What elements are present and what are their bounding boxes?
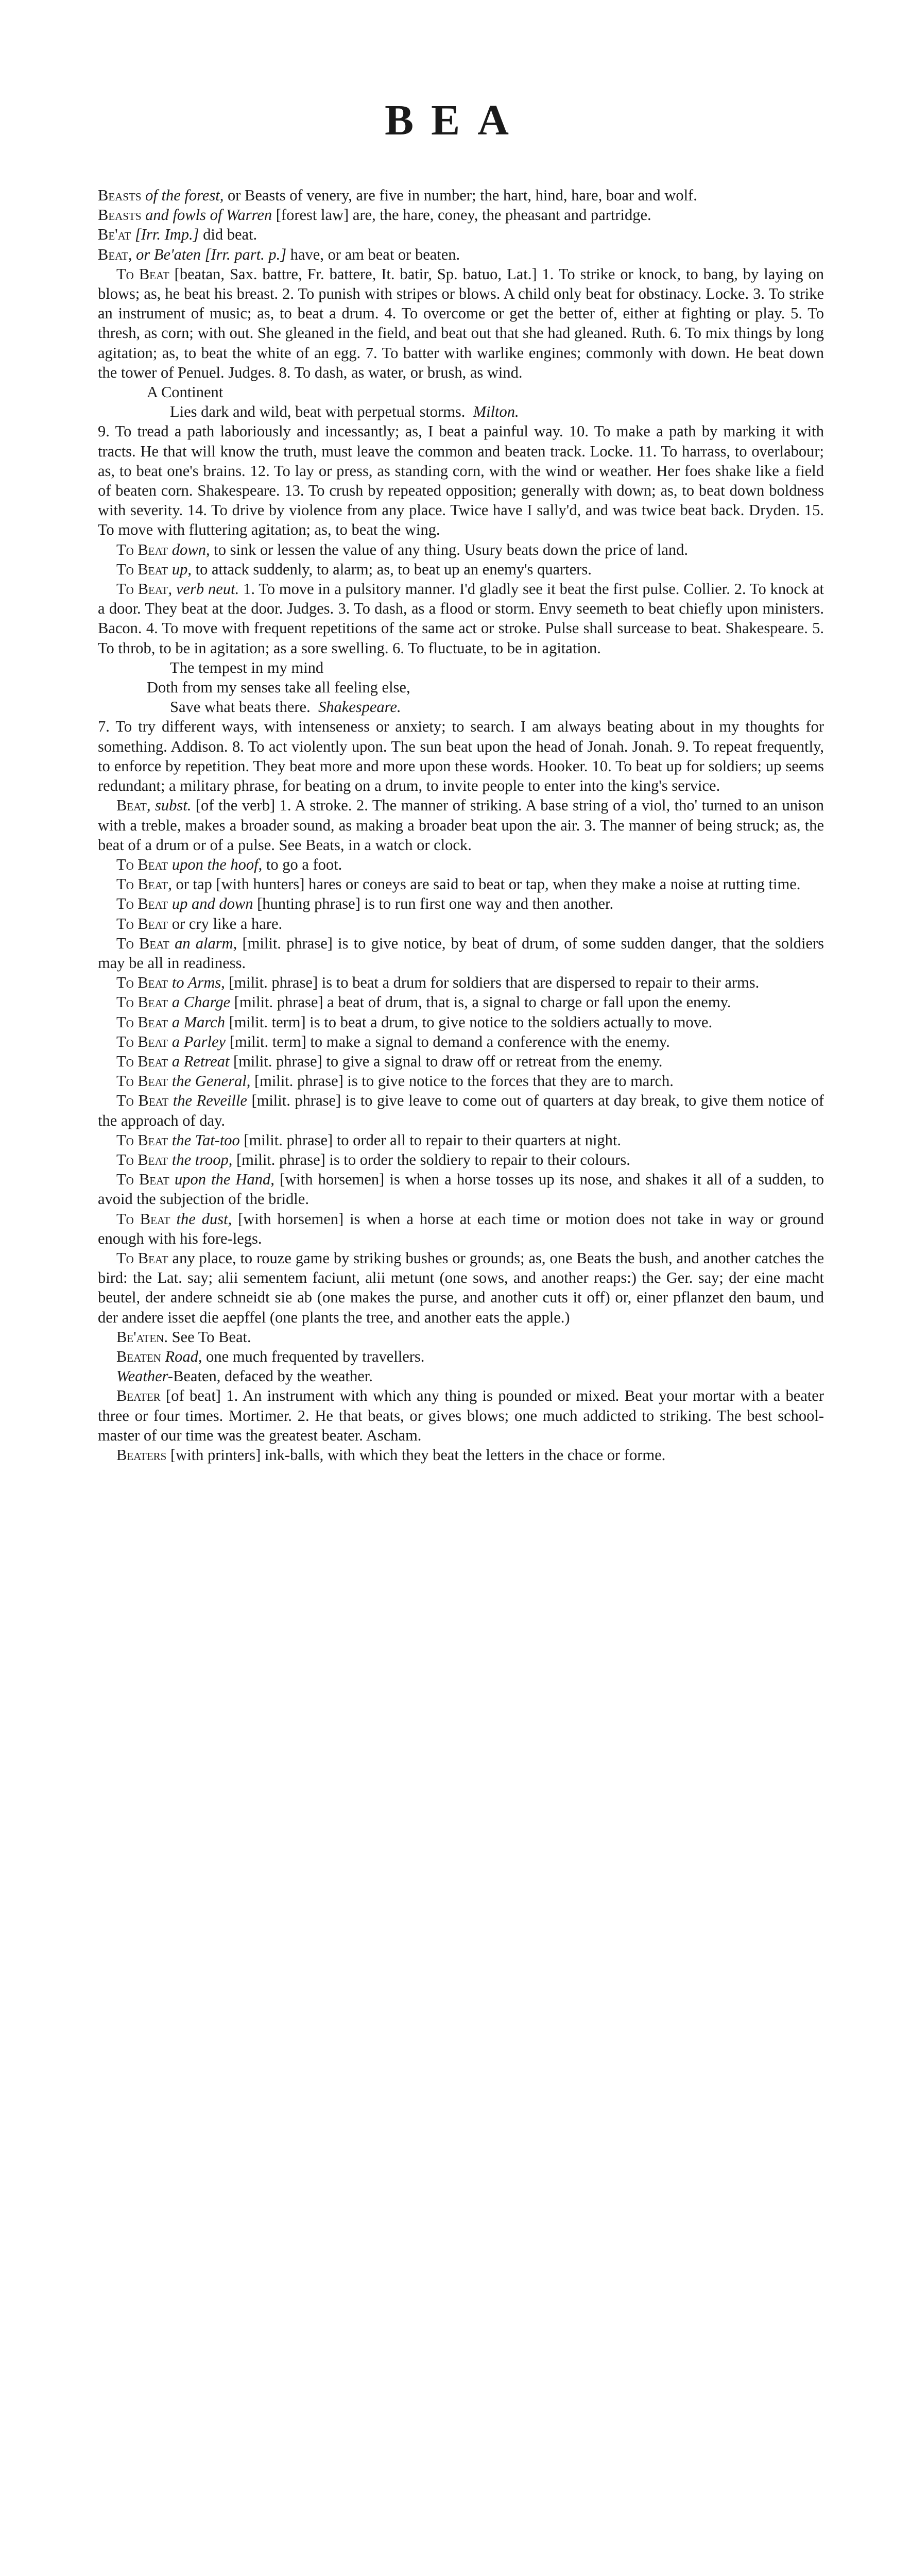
entry [98, 1052, 824, 1071]
entry-text: [milit. phrase] a beat of drum, that is, a signal to charge or fall upon the enemy. [230, 993, 731, 1011]
entry-italic: up and down [168, 895, 253, 913]
entry [98, 560, 824, 579]
entry [98, 1150, 824, 1170]
entry-text: or Beasts of venery, are five in number; the hart, hind, hare, boar and wolf. [224, 187, 697, 204]
entry [98, 1209, 824, 1248]
entry [98, 225, 824, 244]
entry-headword: Beater [116, 1387, 161, 1405]
entry [98, 934, 824, 973]
entry [98, 973, 824, 992]
entry-headword: To Beat [116, 1171, 169, 1189]
entry [98, 717, 824, 795]
entry-headword: To Beat [116, 875, 168, 893]
entry-headword: To Beat [116, 1150, 168, 1168]
entry-headword: To Beat [116, 1210, 170, 1228]
entry-italic: an alarm, [169, 934, 237, 952]
entry-text: [milit. phrase] is to give notice, by beat of drum, of some sudden danger, that the soldiers may be all in readiness. [98, 934, 824, 972]
entry-italic: Weather- [116, 1367, 174, 1385]
entry-italic: of the forest, [141, 187, 224, 204]
entry-headword: To Beat [116, 1131, 168, 1149]
entry-italic: , verb neut. [168, 580, 239, 598]
entry-italic: the dust, [170, 1210, 232, 1228]
entry [98, 1012, 824, 1032]
entry-headword: Beat [116, 796, 147, 815]
verse-line: A Continent [147, 383, 224, 401]
entry [98, 540, 824, 560]
entry-headword: To Beat [116, 855, 168, 873]
entry [98, 1248, 824, 1327]
entry-text: [forest law] are, the hare, coney, the pheasant and partridge. [272, 206, 651, 224]
entry-headword: Beasts [98, 187, 142, 204]
entry-text: [beatan, Sax. battre, Fr. battere, It. batir, Sp. batuo, Lat.] 1. To strike or knock, to bang, by laying on blows; as, he beat his breast. 2. To punish with stripes or blows. A child only beat for obstinacy. Locke. 3. To strike an instrument of music; as, to beat a drum. 4. To overcome or get the better of, either at fighting or play. 5. To thresh, as corn; with out. She gleaned in the field, and beat out that she had gleaned. Ruth. 6. To mix things by long agitation; as, to beat the white of an egg. 7. To batter with warlike engines; commonly with down. He beat down the tower of Penuel. Judges. 8. To dash, as water, or brush, as wind. [98, 265, 824, 381]
entry-text: [with horsemen] is when a horse tosses up its nose, and shakes it all of a sudden, to avoid the subjection of the bridle. [98, 1171, 824, 1208]
entry-headword: To Beat [116, 540, 168, 558]
entry [98, 855, 824, 874]
entry [98, 1170, 824, 1209]
entry-text: See To Beat. [167, 1328, 251, 1346]
entry-text: have, or am beat or beaten. [286, 245, 460, 263]
entry-italic: down, [168, 540, 210, 558]
verse-source: Milton. [473, 403, 519, 421]
entry-headword: Be'at [98, 226, 131, 244]
entry-text: 9. To tread a path laboriously and incessantly; as, I beat a painful way. 10. To make a path by marking it with tracts. He that will know the truth, must leave the common and beaten track. Locke. 11. To harrass, to overlabour; as, to beat one's brains. 12. To lay or press, as standing corn, with the wind or weather. Her foes shake like a field of beaten corn. Shakespeare. 13. To crush by repeated opposition; generally with down; as, to beat down boldness with severity. 14. To drive by violence from any place. Twice have I sally'd, and was twice beat back. Dryden. 15. To move with fluttering agitation; as, to beat the wing. [98, 422, 824, 539]
entry-headword: Be'aten. [116, 1328, 168, 1346]
entry [98, 914, 824, 934]
entry-italic: and fowls of Warren [141, 206, 272, 224]
entry-headword: Beasts [98, 206, 142, 224]
entry-text: one much frequented by travellers. [202, 1347, 425, 1365]
entry [98, 874, 824, 894]
entry-italic: the troop, [168, 1150, 233, 1168]
entry [98, 1091, 824, 1130]
entry-text: or cry like a hare. [168, 914, 283, 933]
entry [98, 1386, 824, 1445]
entry-text: [with horsemen] is when a horse at each time or motion does not take in way or ground enough with his fore-legs. [98, 1210, 824, 1247]
entry-text: to attack suddenly, to alarm; as, to beat up an enemy's quarters. [192, 560, 592, 578]
entry [98, 795, 824, 855]
entry [98, 1327, 824, 1347]
entry-italic: Road, [161, 1347, 202, 1365]
entry-italic: a Retreat [168, 1052, 230, 1070]
entry-text: [with printers] ink-balls, with which they beat the letters in the chace or forme. [166, 1446, 666, 1464]
entry-headword: Beaters [116, 1446, 167, 1464]
entry-text: to sink or lessen the value of any thing. Usury beats down the price of land. [210, 540, 688, 558]
verse-line [98, 402, 824, 421]
entry-headword: Beat [98, 245, 128, 263]
entry-text: , or tap [with hunters] hares or coneys are said to beat or tap, when they make a noise at rutting time. [168, 875, 801, 893]
entry-text: [milit. term] to make a signal to demand a conference with the enemy. [226, 1032, 670, 1050]
entry [98, 1130, 824, 1150]
entry-italic: the General, [168, 1072, 251, 1090]
entry-text: to go a foot. [262, 855, 342, 873]
entry-headword: To Beat [116, 1052, 168, 1070]
entry-text: [of the verb] 1. A stroke. 2. The manner of striking. A base string of a viol, tho' turned to an unison with a treble, makes a broader sound, as making a broader beat upon the air. 3. The manner of being struck; as, the beat of a drum or of a pulse. See Beats, in a watch or clock. [98, 796, 824, 854]
entry-text: any place, to rouze game by striking bushes or grounds; as, one Beats the bush, and another catches the bird: the Lat. say; alii sementem faciunt, alii metunt (one sows, and another reaps:) the Ger. say; der eine macht beutel, der andere schneidt sie ab (one makes the purse, and another cuts it off) or, einer pflanzet den baum, und der andere isset die aepffel (one plants the tree, and another eats the apple.) [98, 1249, 824, 1326]
entry-italic: up, [168, 560, 192, 578]
entry-italic: upon the hoof, [168, 855, 263, 873]
verse-text: Save what beats there. [170, 698, 311, 716]
verse-line: The tempest in my mind [170, 658, 324, 676]
entry-text: [of beat] 1. An instrument with which any thing is pounded or mixed. Beat your mortar with a beater three or four times. Mortimer. 2. He that beats, or gives blows; one much addicted to striking. The best school-master of our time was the greatest beater. Ascham. [98, 1387, 824, 1444]
entry-italic: a March [168, 1013, 225, 1031]
entry-headword: To Beat [116, 1072, 168, 1090]
entry [98, 1032, 824, 1052]
entry-italic: a Parley [168, 1032, 226, 1050]
entry-italic: the Tat-too [168, 1131, 240, 1149]
entry-headword: To Beat [116, 895, 168, 913]
entry-headword: To Beat [116, 265, 169, 283]
entry-headword: To Beat [116, 560, 168, 578]
entry-text: [milit. phrase] is to order the soldiery to repair to their colours. [232, 1150, 630, 1168]
entry-headword: To Beat [116, 974, 168, 992]
entry-headword: To Beat [116, 1092, 169, 1110]
entry-italic: to Arms, [168, 974, 225, 992]
entry-italic: a Charge [168, 993, 231, 1011]
entry [98, 264, 824, 382]
entry [98, 1347, 824, 1366]
entry-text: [milit. phrase] is to give notice to the forces that they are to march. [250, 1072, 674, 1090]
entry [98, 205, 824, 225]
entry-text: 1. To move in a pulsitory manner. I'd gladly see it beat the first pulse. Collier. 2. To knock at a door. They beat at the door. Judges. 3. To dash, as a flood or storm. Envy seemeth to beat chiefly upon ministers. Bacon. 4. To move with frequent repetitions of the same act or stroke. Pulse shall surcease to beat. Shakespeare. 5. To throb, to be in agitation; as a sore swelling. 6. To fluctuate, to be in agitation. [98, 580, 824, 657]
entry-headword: To Beat [116, 914, 168, 933]
entry-headword: Beaten [116, 1347, 161, 1365]
entry-text: did beat. [199, 226, 257, 244]
entry-text: [hunting phrase] is to run first one way and then another. [253, 895, 614, 913]
entry-headword: To Beat [116, 1249, 168, 1267]
entry-headword: To Beat [116, 1032, 168, 1050]
entry [98, 185, 824, 205]
entry [98, 1071, 824, 1091]
entry-column [98, 185, 824, 1465]
entry-headword: To Beat [116, 580, 168, 598]
entry-text: 7. To try different ways, with intenseness or anxiety; to search. I am always beating about in my thoughts for something. Addison. 8. To act violently upon. The sun beat upon the head of Jonah. Jonah. 9. To repeat frequently, to enforce by repetition. They beat more and more upon these words. Hooker. 10. To beat up for soldiers; up seems redundant; a military phrase, for beating on a drum, to invite people to enter into the king's service. [98, 718, 824, 795]
entry-italic: [Irr. Imp.] [131, 226, 199, 244]
verse-source: Shakespeare. [318, 698, 401, 716]
entry [98, 1445, 824, 1465]
verse-line [98, 697, 824, 717]
entry-text: Beaten, defaced by the weather. [173, 1367, 373, 1385]
entry [98, 1366, 824, 1386]
entry [98, 992, 824, 1012]
entry [98, 245, 824, 264]
entry-text: [milit. phrase] to order all to repair to their quarters at night. [239, 1131, 622, 1149]
entry-text: [milit. phrase] to give a signal to draw off or retreat from the enemy. [229, 1052, 663, 1070]
entry-text: [milit. phrase] is to give leave to come out of quarters at day break, to give them notice of the approach of day. [98, 1092, 824, 1129]
entry-italic: , subst. [146, 796, 192, 815]
entry-italic: the Reveille [168, 1092, 247, 1110]
entry-text: [milit. phrase] is to beat a drum for soldiers that are dispersed to repair to their arms. [225, 974, 760, 992]
running-head: BEA [385, 96, 526, 144]
verse-text: Lies dark and wild, beat with perpetual storms. [170, 403, 466, 421]
entry [98, 894, 824, 913]
entry [98, 579, 824, 658]
entry-italic: upon the Hand, [169, 1171, 274, 1189]
entry-text: [milit. term] is to beat a drum, to give notice to the soldiers actually to move. [225, 1013, 713, 1031]
entry [98, 421, 824, 539]
entry-headword: To Beat [116, 993, 168, 1011]
verse-line: Doth from my senses take all feeling else, [147, 679, 410, 697]
entry-headword: To Beat [116, 1013, 168, 1031]
entry-italic: , or Be'aten [Irr. part. p.] [128, 245, 287, 263]
entry-headword: To Beat [116, 934, 169, 952]
